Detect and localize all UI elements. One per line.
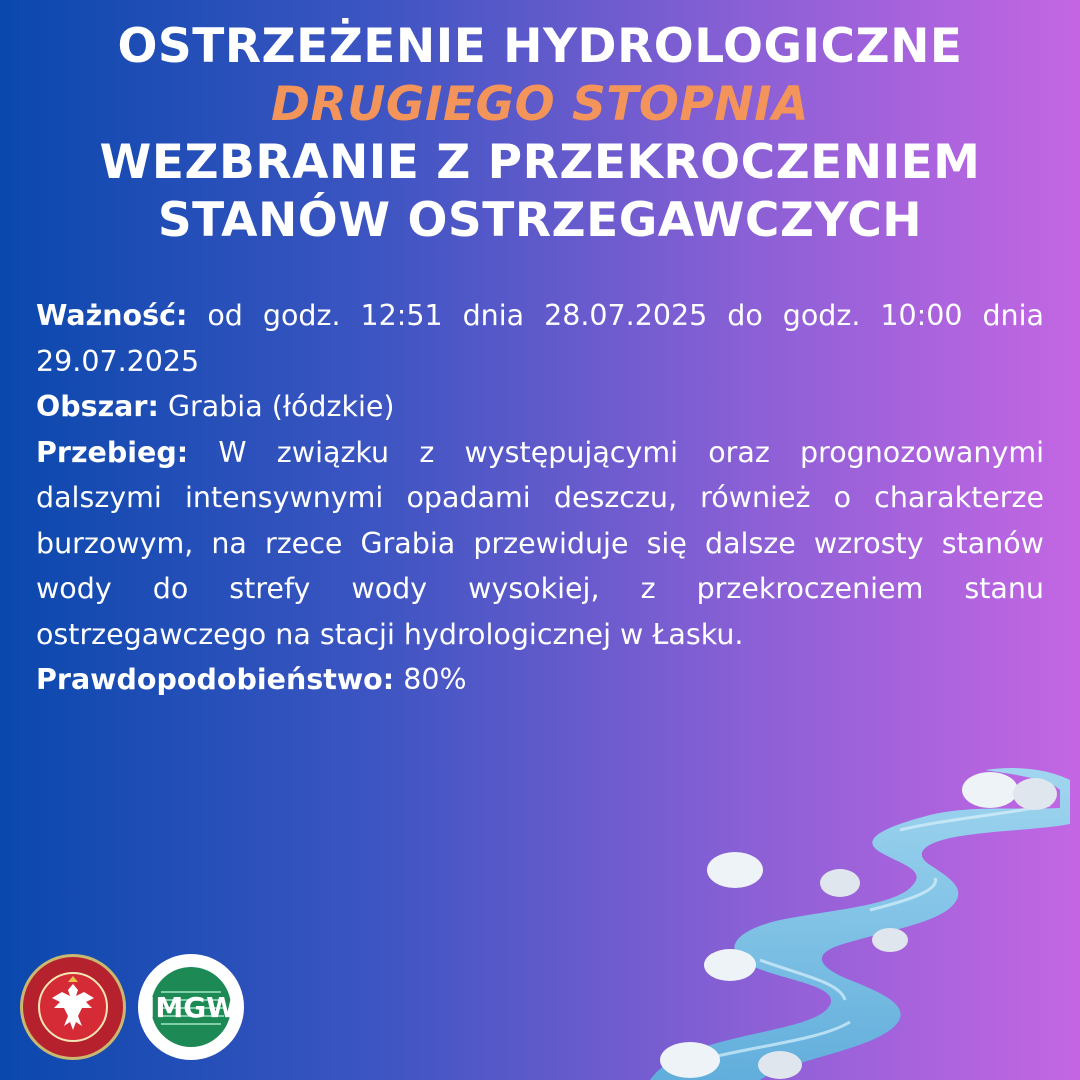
area-label: Obszar: <box>36 390 159 423</box>
area-value: Grabia (łódzkie) <box>167 390 395 423</box>
warning-details <box>36 293 1044 703</box>
title-line-1: OSTRZEŻENIE HYDROLOGICZNE <box>117 19 963 74</box>
validity-value: od godz. 12:51 dnia 28.07.2025 do godz. 10:00 dnia 29.07.2025 <box>36 299 1045 378</box>
course-label: Przebieg: <box>36 435 189 469</box>
probability-row <box>36 657 1044 703</box>
voivodeship-logo <box>18 952 128 1062</box>
area-row <box>36 384 1044 430</box>
title-line-2-accent: DRUGIEGO STOPNIA <box>271 77 809 132</box>
title-block <box>0 18 1080 250</box>
probability-label: Prawdopodobieństwo: <box>36 663 395 696</box>
validity-row <box>36 293 1044 384</box>
title-line-3: WEZBRANIE Z PRZEKROCZENIEM <box>99 135 981 190</box>
validity-label: Ważność: <box>36 299 188 332</box>
river-illustration-icon <box>640 760 1080 1080</box>
course-row <box>36 430 1044 658</box>
imgw-logo <box>136 952 246 1062</box>
eagle-emblem-icon <box>18 952 128 1062</box>
course-value: W związku z występującymi oraz prognozowanymi dalszymi intensywnymi opadami deszczu, również o charakterze burzowym, na rzece Grabia przewiduje się dalsze wzrosty stanów wody do strefy wody wysokiej, z przekroczeniem stanu ostrzegawczego na stacji hydrologicznej w Łasku. <box>36 435 1045 651</box>
imgw-logo-text: IMGW <box>144 990 238 1024</box>
title-line-4: STANÓW OSTRZEGAWCZYCH <box>157 193 923 248</box>
probability-value: 80% <box>403 663 467 696</box>
